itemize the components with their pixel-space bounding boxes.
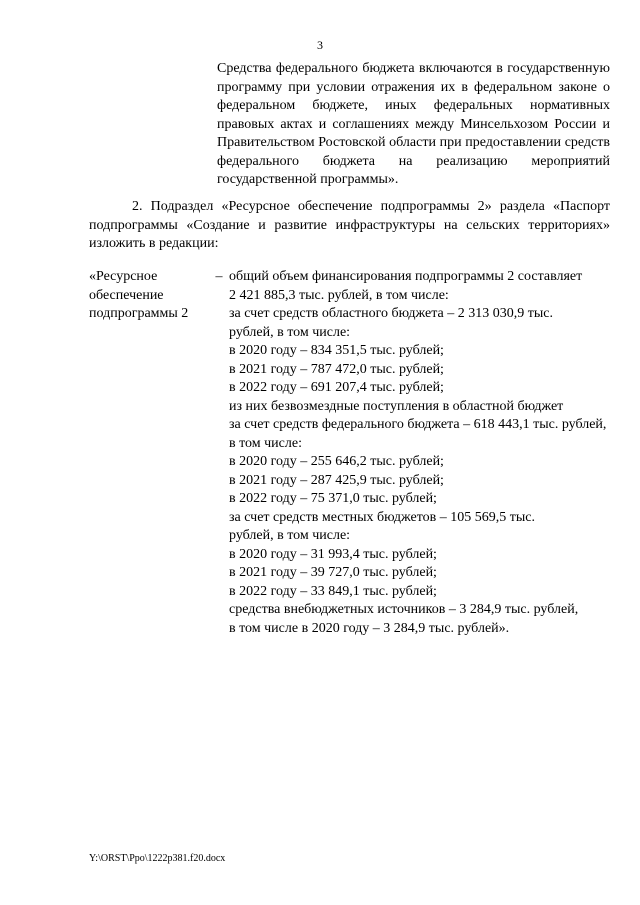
content-line: в том числе:	[229, 435, 302, 451]
page-number: 3	[317, 38, 323, 52]
content-line: средства внебюджетных источников – 3 284,9 тыс. рублей,	[229, 602, 579, 617]
resource-table	[89, 268, 610, 638]
content-line: из них безвозмездные поступления в областной бюджет	[229, 398, 564, 414]
content-line: за счет средств областного бюджета – 2 313 030,9 тыс.	[229, 306, 553, 321]
section-2-paragraph: 2. Подраздел «Ресурсное обеспечение подпрограммы 2» раздела «Паспорт подпрограммы «Создание и развитие инфраструктуры на сельских территориях» изложить в редакции:	[89, 199, 610, 251]
intro-paragraph	[217, 60, 610, 190]
content-line: в 2020 году – 255 646,2 тыс. рублей;	[229, 454, 444, 469]
content-line: в 2021 году – 787 472,0 тыс. рублей;	[229, 361, 444, 377]
content-line: 2 421 885,3 тыс. рублей, в том числе:	[229, 287, 449, 303]
resource-label	[89, 268, 209, 638]
intro-text: Средства федерального бюджета включаются в государственную программу при условии отражения их в федеральном законе о федеральном бюджете, иных федеральных нормативных правовых актах и соглашениях между Минсельхозом России и Правительством Ростовской области при предоставлении средств федерального бюджета на реализацию мероприятий государственной программы».	[217, 61, 610, 187]
content-line: в 2022 году – 691 207,4 тыс. рублей;	[229, 380, 444, 395]
content-line: рублей, в том числе:	[229, 324, 351, 340]
content-line: в 2022 году – 33 849,1 тыс. рублей;	[229, 583, 437, 599]
content-line: в 2021 году – 287 425,9 тыс. рублей;	[229, 472, 444, 488]
resource-label-line: обеспечение	[89, 287, 164, 303]
content-line: общий объем финансирования подпрограммы 2 составляет	[229, 269, 583, 284]
resource-label-line: «Ресурсное	[89, 269, 158, 284]
content-line: в 2022 году – 75 371,0 тыс. рублей;	[229, 491, 437, 506]
resource-content	[229, 268, 610, 638]
resource-dash: –	[215, 269, 223, 284]
content-line: за счет средств федерального бюджета – 618 443,1 тыс. рублей,	[229, 417, 607, 432]
footer-file-path: Y:\ORST\Ppo\1222p381.f20.docx	[89, 853, 226, 864]
content-line: в 2020 году – 31 993,4 тыс. рублей;	[229, 546, 437, 562]
content-line: в 2021 году – 39 727,0 тыс. рублей;	[229, 565, 437, 580]
resource-label-line: подпрограммы 2	[89, 306, 189, 321]
content-line: в том числе в 2020 году – 3 284,9 тыс. рублей».	[229, 620, 510, 636]
content-line: рублей, в том числе:	[229, 528, 351, 543]
content-line: за счет средств местных бюджетов – 105 569,5 тыс.	[229, 509, 535, 525]
content-line: в 2020 году – 834 351,5 тыс. рублей;	[229, 343, 444, 358]
